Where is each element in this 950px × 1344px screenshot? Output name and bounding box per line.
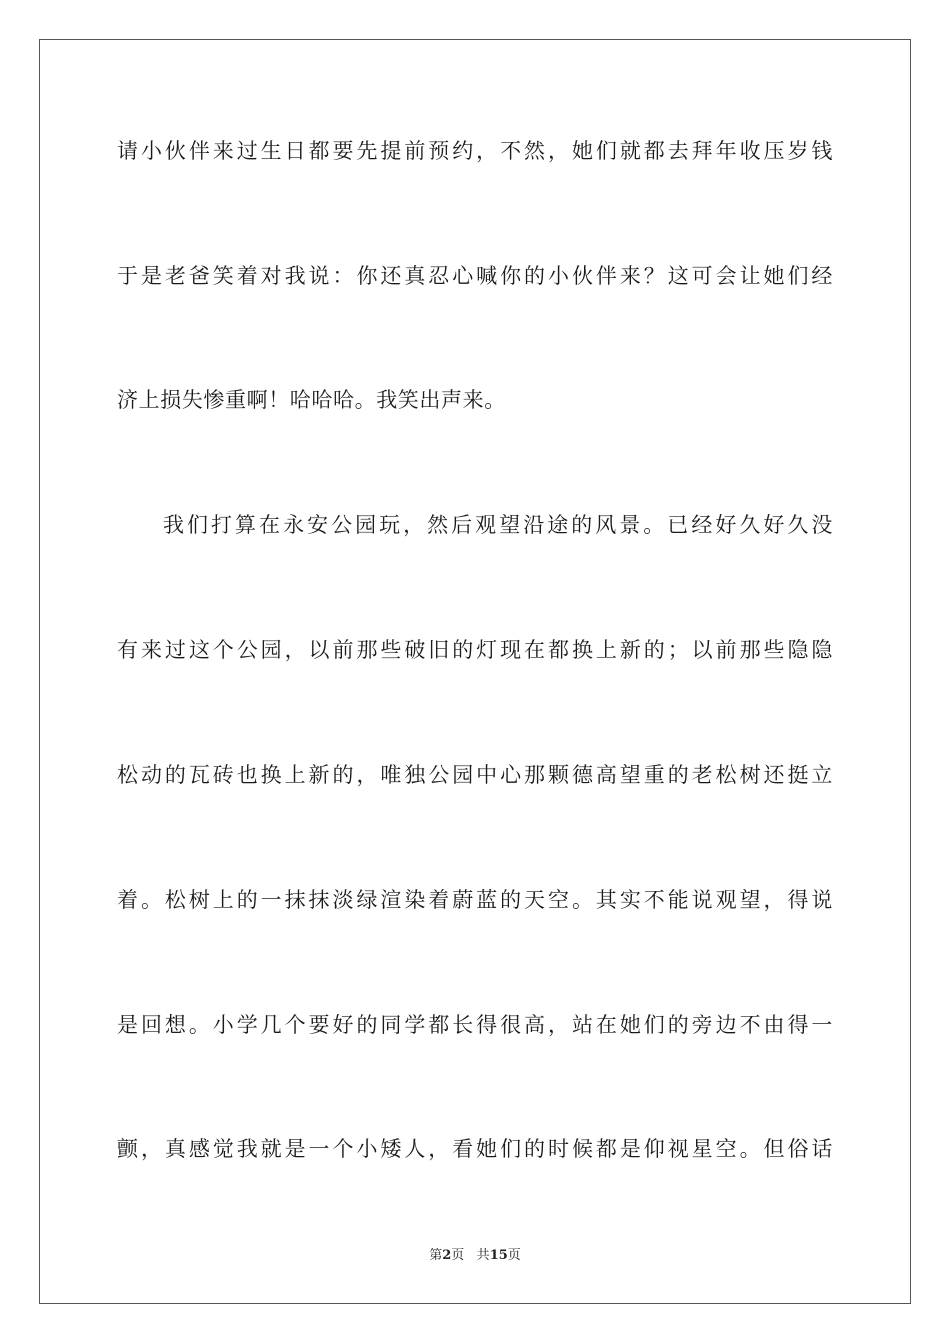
paragraph-line-1: 请小伙伴来过生日都要先提前预约，不然，她们就都去拜年收压岁钱 [117, 139, 833, 163]
total-suffix: 页 [507, 1248, 521, 1263]
page-border [39, 39, 911, 1304]
paragraph-line-5: 有来过这个公园，以前那些破旧的灯现在都换上新的；以前那些隐隐 [117, 638, 833, 662]
page-number: 2 [442, 1248, 452, 1263]
total-prefix: 共 [476, 1248, 490, 1263]
paragraph-line-8: 是回想。小学几个要好的同学都长得很高，站在她们的旁边不由得一 [117, 1013, 833, 1037]
paragraph-line-3: 济上损失惨重啊！哈哈哈。我笑出声来。 [117, 388, 506, 412]
paragraph-line-9: 颤，真感觉我就是一个小矮人，看她们的时候都是仰视星空。但俗话 [117, 1137, 833, 1161]
paragraph-line-7: 着。松树上的一抹抹淡绿渲染着蔚蓝的天空。其实不能说观望，得说 [117, 888, 833, 912]
page-suffix: 页 [451, 1248, 465, 1263]
paragraph-line-4: 我们打算在永安公园玩，然后观望沿途的风景。已经好久好久没 [163, 513, 833, 537]
page-prefix: 第 [429, 1248, 443, 1263]
paragraph-line-2: 于是老爸笑着对我说：你还真忍心喊你的小伙伴来？这可会让她们经 [117, 264, 833, 288]
paragraph-line-6: 松动的瓦砖也换上新的，唯独公园中心那颗德高望重的老松树还挺立 [117, 763, 833, 787]
page-footer [0, 1247, 950, 1265]
total-pages: 15 [489, 1248, 508, 1263]
